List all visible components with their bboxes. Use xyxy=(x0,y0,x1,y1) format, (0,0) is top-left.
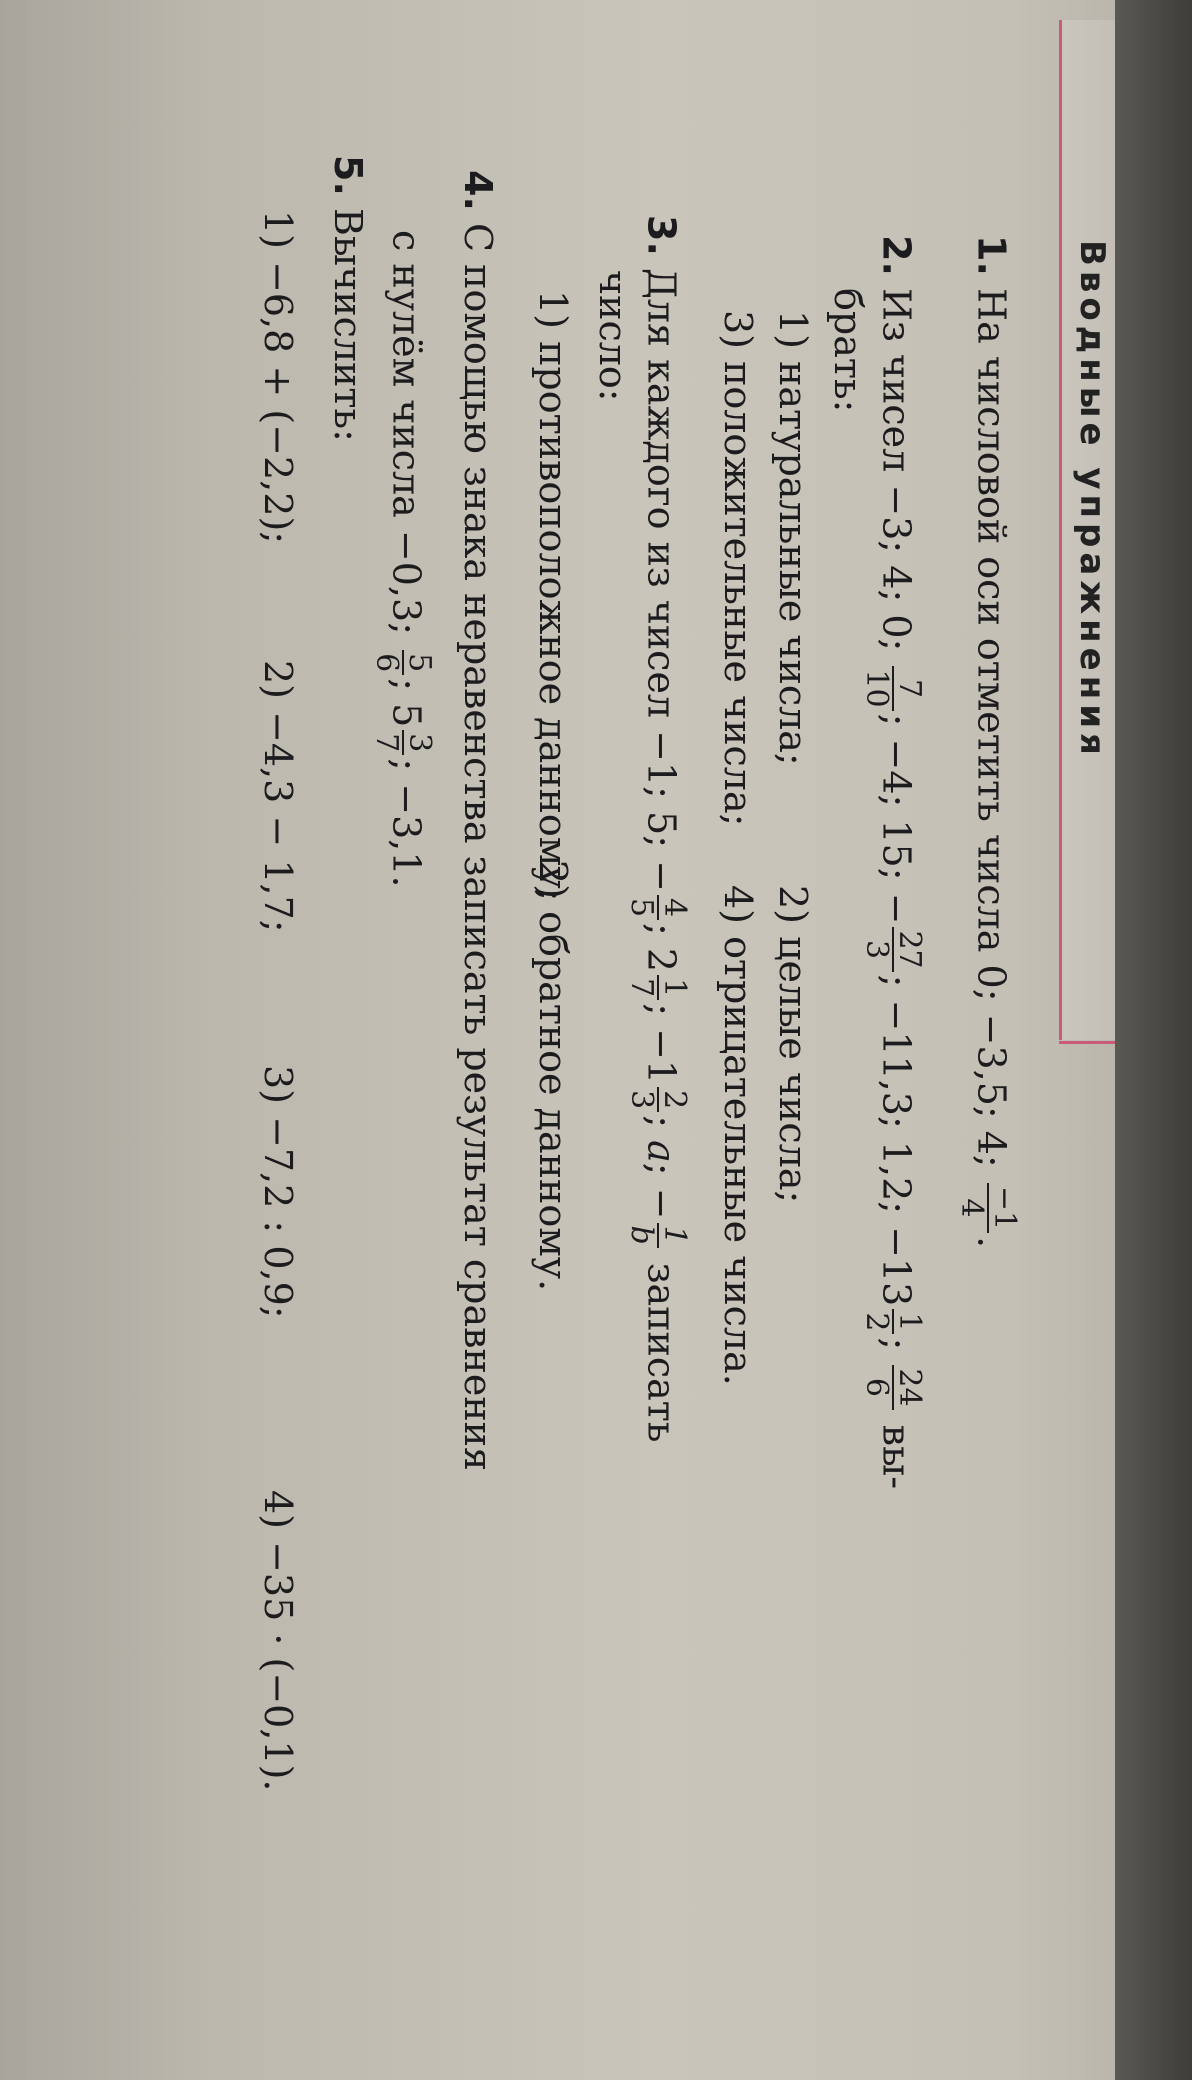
fraction: 24 6 xyxy=(861,1365,925,1409)
option-1: 1) противоположное данному; xyxy=(531,290,575,902)
fraction: 1 7 xyxy=(626,975,690,1000)
exercise-number: 2. xyxy=(874,235,919,276)
option-2: 2) обратное данному. xyxy=(531,860,575,1292)
exercise-number: 5. xyxy=(326,155,370,196)
exercise-1: 1. На числовой оси отметить числа 0; −3,5; 4; −1 4 . xyxy=(954,235,1022,1249)
fraction: 5 6 xyxy=(371,650,435,675)
exercise-4-line-2: с нулём числа −0,3; 5 6 ; 5 3 7 ; −3,1. xyxy=(369,230,437,888)
exercise-number: 3. xyxy=(639,215,684,256)
option-2: 2) −4,3 − 1,7; xyxy=(256,660,300,933)
section-title: Вводные упражнения xyxy=(1072,240,1112,760)
fraction: 2 3 xyxy=(626,1087,690,1112)
fraction: 7 10 xyxy=(861,666,925,710)
fraction: 3 7 xyxy=(371,730,435,755)
rotated-page-content xyxy=(10,20,1190,2060)
option-3: 3) −7,2 : 0,9; xyxy=(256,1065,300,1319)
fraction: −1 4 xyxy=(956,1183,1020,1233)
exercise-4: 4. С помощью знака неравенства записать результат сравнения xyxy=(456,170,500,1471)
fraction: 1 b xyxy=(626,1223,690,1248)
option-4: 4) отрицательные числа. xyxy=(716,885,760,1386)
option-4: 4) −35 · (−0,1). xyxy=(256,1490,300,1792)
exercise-5: 5. Вычислить: xyxy=(326,155,370,442)
exercise-text: На числовой оси отметить числа 0; −3,5; 4; xyxy=(969,287,1014,1168)
exercise-number: 1. xyxy=(969,235,1014,276)
exercise-2-line-2: брать: xyxy=(826,288,870,413)
fraction: 27 3 xyxy=(861,927,925,971)
exercise-3: 3. Для каждого из чисел −1; 5; − 4 5 ; 2 1 7 ; −1 2 3 ; a; − 1 b записать xyxy=(624,215,692,1443)
exercise-2: 2. Из чисел −3; 4; 0; 7 10 ; −4; 15; − 27 3 ; −11,3; 1,2; −13 1 2 ; 24 6 вы- xyxy=(859,235,927,1490)
page-shadow-edge xyxy=(1115,0,1192,2080)
option-1: 1) −6,8 + (−2,2); xyxy=(256,210,300,545)
option-3: 3) положительные числа; xyxy=(716,310,760,827)
exercise-number: 4. xyxy=(456,170,500,211)
fraction: 1 2 xyxy=(861,1309,925,1334)
exercise-3-line-2: число: xyxy=(591,270,635,402)
option-1: 1) натуральные числа; xyxy=(771,310,815,766)
fraction: 4 5 xyxy=(626,895,690,920)
option-2: 2) целые числа; xyxy=(771,885,815,1204)
